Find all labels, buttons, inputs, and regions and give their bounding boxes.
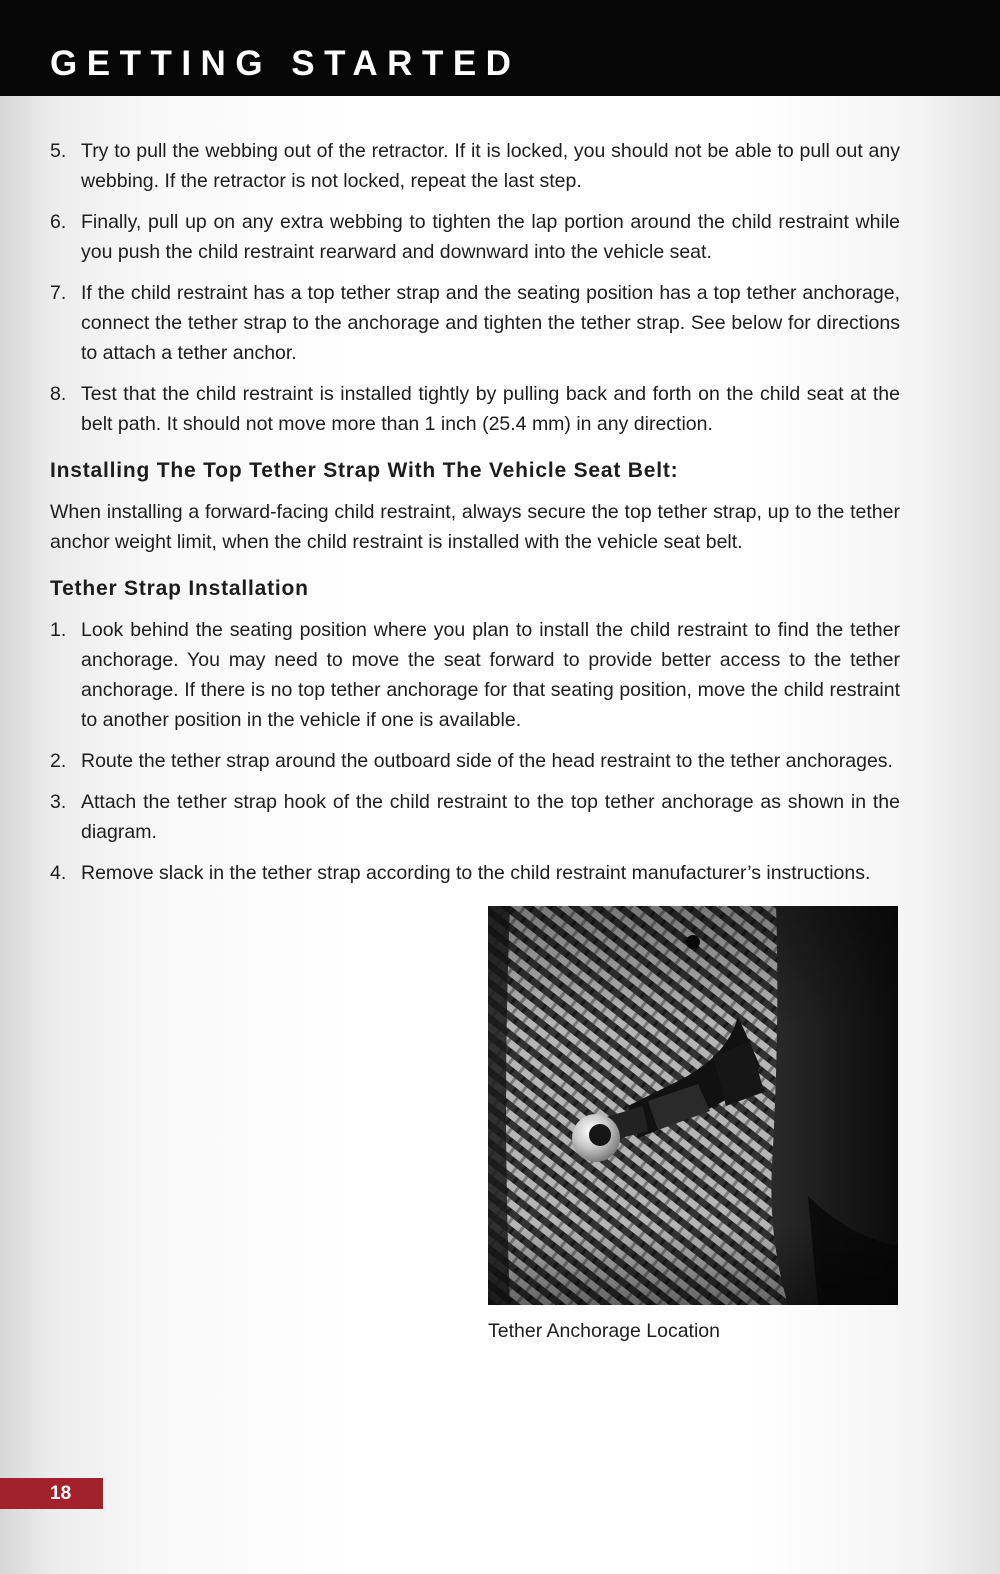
list-item-number: 2. (50, 750, 67, 772)
section-title: GETTING STARTED (50, 44, 521, 83)
list-item-number: 7. (50, 282, 67, 304)
install-step-3 (50, 787, 900, 847)
list-item-text: If the child restraint has a top tether strap and the seating position has a top tether anchorage, connect the tether strap to the anchorage and tighten the tether strap. See below for directions to attach a tether anchor. (81, 282, 900, 364)
page-header (0, 0, 1000, 96)
heading-top-tether: Installing The Top Tether Strap With The Vehicle Seat Belt: (50, 459, 679, 482)
install-step-4 (50, 858, 900, 888)
list-item-text: Finally, pull up on any extra webbing to tighten the lap portion around the child restraint while you push the child restraint rearward and downward into the vehicle seat. (81, 211, 900, 263)
list-item-text: Route the tether strap around the outboard side of the head restraint to the tether anchorages. (81, 750, 893, 772)
list-item-text: Attach the tether strap hook of the child restraint to the top tether anchorage as shown in the diagram. (81, 791, 900, 843)
list-item-number: 8. (50, 383, 67, 405)
list-item-text: Test that the child restraint is installed tightly by pulling back and forth on the child seat at the belt path. It should not move more than 1 inch (25.4 mm) in any direction. (81, 383, 900, 435)
list-item-7 (50, 278, 900, 368)
list-item-number: 5. (50, 140, 67, 162)
list-item-5 (50, 136, 900, 196)
list-item-number: 4. (50, 862, 67, 884)
list-item-8 (50, 379, 900, 439)
list-item-number: 6. (50, 211, 67, 233)
heading-tether-installation: Tether Strap Installation (50, 577, 309, 600)
tether-anchorage-photo (488, 906, 898, 1305)
list-item-number: 1. (50, 619, 67, 641)
list-item-6 (50, 207, 900, 267)
list-item-number: 3. (50, 791, 67, 813)
figure-caption: Tether Anchorage Location (488, 1320, 721, 1342)
tether-anchorage-illustration (488, 906, 898, 1305)
paragraph-top-tether: When installing a forward-facing child restraint, always secure the top tether strap, up to the tether anchor weight limit, when the child restraint is installed with the vehicle seat belt. (50, 501, 900, 553)
page-number: 18 (0, 1478, 103, 1509)
main-content (50, 136, 900, 899)
list-item-text: Try to pull the webbing out of the retractor. If it is locked, you should not be able to pull out any webbing. If the retractor is not locked, repeat the last step. (81, 140, 900, 192)
list-item-text: Look behind the seating position where you plan to install the child restraint to find the tether anchorage. You may need to move the seat forward to provide better access to the tether anchorage. If there is no top tether anchorage for that seating position, move the child restraint to another position in the vehicle if one is available. (81, 619, 900, 731)
list-item-text: Remove slack in the tether strap according to the child restraint manufacturer’s instructions. (81, 862, 871, 884)
install-step-2 (50, 746, 900, 776)
install-step-1 (50, 615, 900, 735)
